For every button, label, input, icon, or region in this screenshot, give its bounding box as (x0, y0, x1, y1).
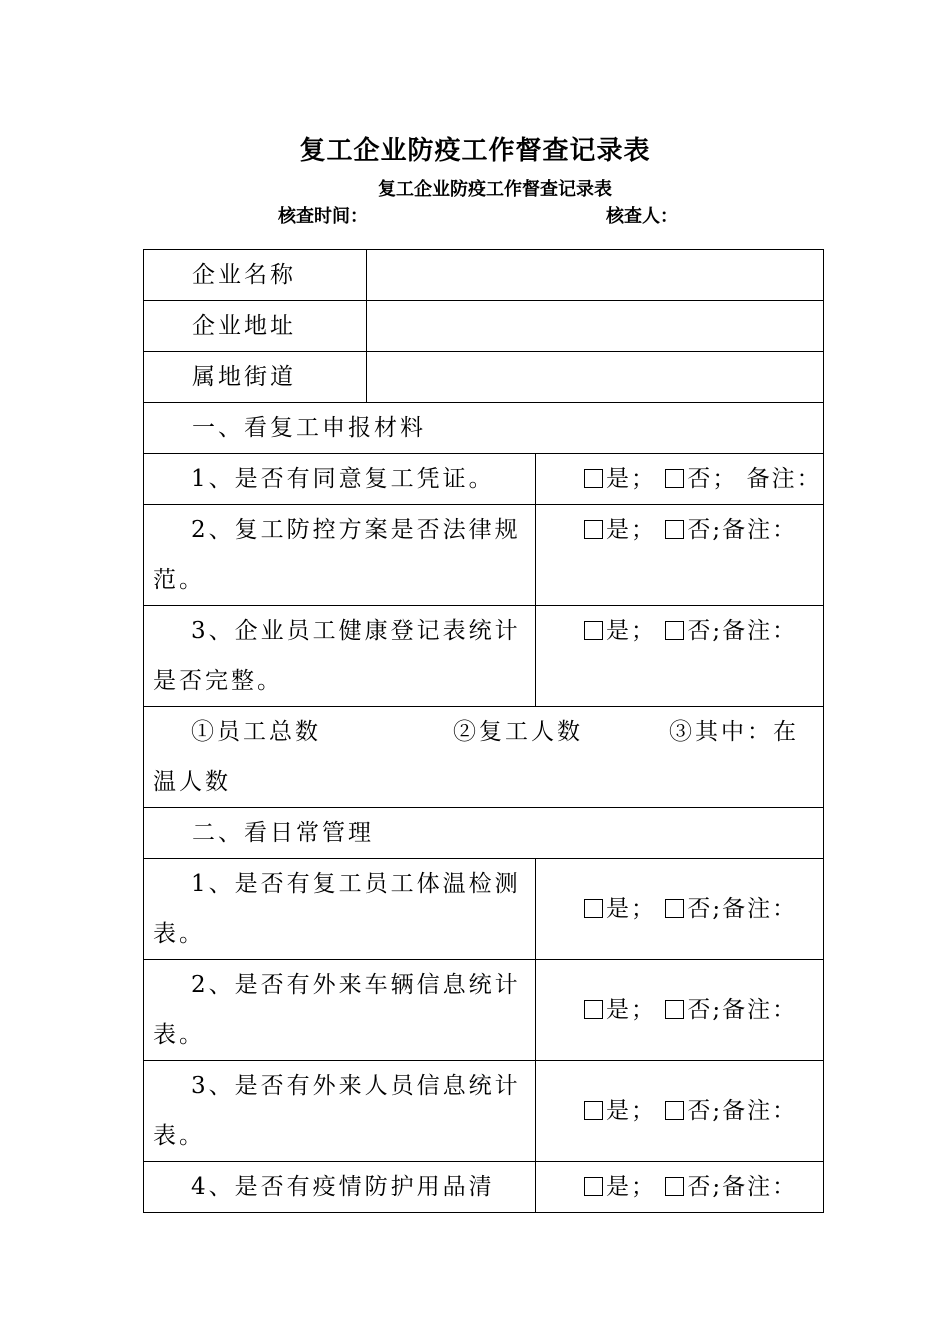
check-item-question: 3、企业员工健康登记表统计是否完整。 (144, 606, 536, 707)
no-checkbox[interactable] (665, 621, 684, 640)
no-checkbox[interactable] (665, 1000, 684, 1019)
document-title: 复工企业防疫工作督查记录表 (299, 136, 651, 166)
employee-count-row (144, 707, 824, 808)
check-item-options (536, 505, 824, 606)
yes-label: 是； (606, 1098, 656, 1124)
note-label: 备注： (722, 997, 798, 1023)
no-label: 否; (687, 517, 723, 543)
check-item-options (536, 1162, 824, 1213)
no-label: 否; (687, 618, 723, 644)
employee-count-cell (144, 707, 824, 808)
company-name-field[interactable] (367, 250, 824, 301)
yes-checkbox[interactable] (584, 621, 603, 640)
in-area-label: ③其中：在 (669, 719, 799, 745)
check-item-row (144, 1162, 824, 1213)
info-row-company-name (144, 250, 824, 301)
check-item-row (144, 505, 824, 606)
section1-heading: 一、看复工申报材料 (144, 403, 824, 454)
street-label: 属地街道 (144, 352, 367, 403)
yes-checkbox[interactable] (584, 520, 603, 539)
info-row-company-address (144, 301, 824, 352)
check-item-question: 1、是否有同意复工凭证。 (144, 454, 536, 505)
company-address-label: 企业地址 (144, 301, 367, 352)
check-item-row (144, 606, 824, 707)
check-item-row (144, 1061, 824, 1162)
check-item-options (536, 454, 824, 505)
check-item-row (144, 859, 824, 960)
company-address-field[interactable] (367, 301, 824, 352)
check-item-question: 4、是否有疫情防护用品清 (144, 1162, 536, 1213)
info-row-street (144, 352, 824, 403)
yes-label: 是； (606, 997, 656, 1023)
no-label: 否； (687, 466, 738, 492)
total-employees-label: ①员工总数 (191, 719, 321, 745)
in-area-label-cont: 温人数 (153, 769, 231, 795)
note-label: 备注： (722, 1174, 798, 1200)
yes-label: 是； (606, 1174, 656, 1200)
section-heading-row (144, 403, 824, 454)
section-heading-row (144, 808, 824, 859)
note-label: 备注： (722, 1098, 798, 1124)
no-label: 否; (687, 896, 723, 922)
inspection-table (143, 249, 824, 1213)
no-checkbox[interactable] (665, 520, 684, 539)
no-checkbox[interactable] (665, 899, 684, 918)
note-label: 备注： (746, 466, 822, 492)
returned-employees-label: ②复工人数 (453, 719, 583, 745)
check-item-question: 3、是否有外来人员信息统计表。 (144, 1061, 536, 1162)
yes-checkbox[interactable] (584, 1101, 603, 1120)
yes-checkbox[interactable] (584, 899, 603, 918)
note-label: 备注： (722, 517, 798, 543)
section2-heading: 二、看日常管理 (144, 808, 824, 859)
no-label: 否; (687, 997, 723, 1023)
yes-label: 是； (606, 466, 656, 492)
yes-label: 是； (606, 517, 656, 543)
yes-checkbox[interactable] (584, 1000, 603, 1019)
check-time-label: 核查时间： (278, 206, 368, 227)
document-subtitle: 复工企业防疫工作督查记录表 (378, 179, 612, 200)
check-item-question: 1、是否有复工员工体温检测表。 (144, 859, 536, 960)
street-field[interactable] (367, 352, 824, 403)
no-checkbox[interactable] (665, 1177, 684, 1196)
yes-checkbox[interactable] (584, 1177, 603, 1196)
no-label: 否; (687, 1174, 723, 1200)
no-checkbox[interactable] (665, 1101, 684, 1120)
company-name-label: 企业名称 (144, 250, 367, 301)
check-item-options (536, 859, 824, 960)
yes-label: 是； (606, 618, 656, 644)
check-item-row (144, 454, 824, 505)
check-item-options (536, 960, 824, 1061)
note-label: 备注： (722, 896, 798, 922)
check-item-options (536, 1061, 824, 1162)
no-label: 否; (687, 1098, 723, 1124)
check-item-question: 2、复工防控方案是否法律规范。 (144, 505, 536, 606)
check-item-row (144, 960, 824, 1061)
yes-checkbox[interactable] (584, 469, 603, 488)
yes-label: 是； (606, 896, 656, 922)
no-checkbox[interactable] (665, 469, 684, 488)
checker-label: 核查人： (606, 206, 678, 227)
note-label: 备注： (722, 618, 798, 644)
check-item-question: 2、是否有外来车辆信息统计表。 (144, 960, 536, 1061)
check-item-options (536, 606, 824, 707)
